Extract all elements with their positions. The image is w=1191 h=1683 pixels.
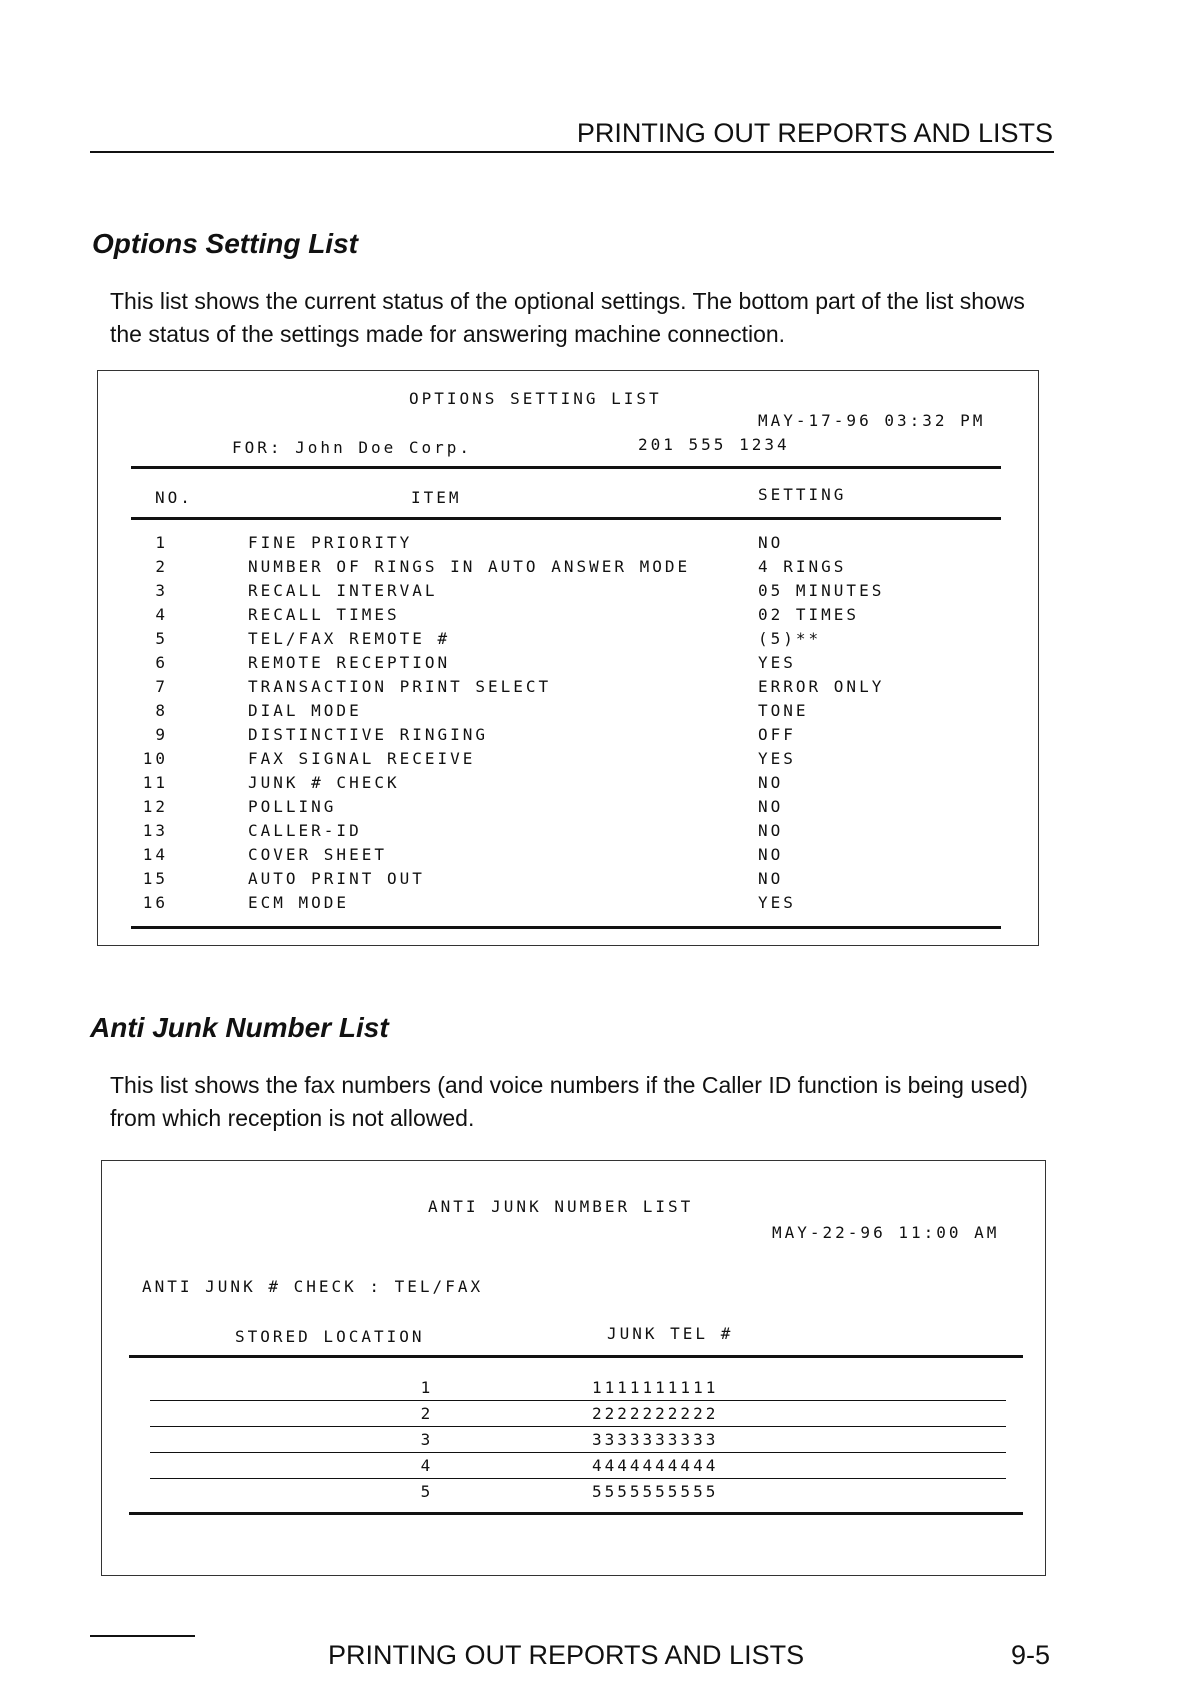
report-phone: 201 555 1234 xyxy=(638,435,790,454)
column-header-junk-tel: JUNK TEL # xyxy=(607,1324,734,1343)
table-row: 5 TEL/FAX REMOTE # (5)** xyxy=(155,629,822,648)
footer-title: PRINTING OUT REPORTS AND LISTS xyxy=(328,1640,805,1670)
running-header: PRINTING OUT REPORTS AND LISTS xyxy=(576,118,1053,148)
row-divider xyxy=(150,1426,1006,1427)
table-row: 4 RECALL TIMES 02 TIMES xyxy=(155,605,860,624)
table-row: 6 REMOTE RECEPTION YES xyxy=(155,653,796,672)
junk-bottom-rule xyxy=(129,1512,1023,1515)
junk-rows xyxy=(102,1378,1045,1513)
report-top-rule xyxy=(131,466,1001,469)
table-row: 13 CALLER-ID NO xyxy=(142,821,784,840)
report-header-rule xyxy=(131,517,1001,520)
report-bottom-rule xyxy=(131,926,1001,929)
report-datetime: MAY-22-96 11:00 AM xyxy=(772,1223,1000,1242)
column-header-setting: SETTING xyxy=(758,485,847,504)
settings-rows xyxy=(98,533,1038,923)
options-section-heading: Options Setting List xyxy=(92,228,358,259)
report-title: OPTIONS SETTING LIST xyxy=(409,389,662,408)
row-divider xyxy=(150,1452,1006,1453)
header-rule xyxy=(90,151,1054,153)
table-row: 15 AUTO PRINT OUT NO xyxy=(142,869,784,888)
table-row: 3 RECALL INTERVAL 05 MINUTES xyxy=(155,581,885,600)
junk-section-description: This list shows the fax numbers (and voice numbers if the Caller ID function is being used) from which reception is not allowed. xyxy=(110,1072,1028,1131)
column-header-no: NO. xyxy=(155,488,193,507)
junk-header-rule xyxy=(129,1355,1023,1358)
report-datetime: MAY-17-96 03:32 PM xyxy=(758,411,986,430)
table-row: 1 1111111111 xyxy=(420,1378,719,1397)
table-row: 4 4444444444 xyxy=(420,1456,719,1475)
table-row: 3 3333333333 xyxy=(420,1430,719,1449)
row-divider xyxy=(150,1400,1006,1401)
report-for-line: FOR: John Doe Corp. xyxy=(232,438,473,457)
options-setting-report xyxy=(97,370,1039,946)
junk-section-heading: Anti Junk Number List xyxy=(90,1012,389,1043)
column-header-item: ITEM xyxy=(411,488,462,507)
table-row: 9 DISTINCTIVE RINGING OFF xyxy=(155,725,796,744)
row-divider xyxy=(150,1478,1006,1479)
table-row: 2 2222222222 xyxy=(420,1404,719,1423)
page-number: 9-5 xyxy=(1011,1640,1051,1670)
footer-rule xyxy=(90,1635,195,1637)
table-row: 14 COVER SHEET NO xyxy=(142,845,784,864)
table-row: 2 NUMBER OF RINGS IN AUTO ANSWER MODE 4 RINGS xyxy=(155,557,847,576)
table-row: 7 TRANSACTION PRINT SELECT ERROR ONLY xyxy=(155,677,885,696)
table-row: 12 POLLING NO xyxy=(142,797,784,816)
options-section-description: This list shows the current status of the optional settings. The bottom part of the list shows the status of the settings made for answering machine connection. xyxy=(110,288,1025,347)
table-row: 5 5555555555 xyxy=(420,1482,719,1501)
table-row: 10 FAX SIGNAL RECEIVE YES xyxy=(142,749,796,768)
report-title: ANTI JUNK NUMBER LIST xyxy=(428,1197,694,1216)
junk-check-line: ANTI JUNK # CHECK : TEL/FAX xyxy=(142,1277,484,1296)
table-row: 1 FINE PRIORITY NO xyxy=(155,533,784,552)
column-header-location: STORED LOCATION xyxy=(235,1327,425,1346)
table-row: 16 ECM MODE YES xyxy=(142,893,796,912)
anti-junk-report xyxy=(101,1160,1046,1576)
table-row: 11 JUNK # CHECK NO xyxy=(142,773,784,792)
table-row: 8 DIAL MODE TONE xyxy=(155,701,809,720)
